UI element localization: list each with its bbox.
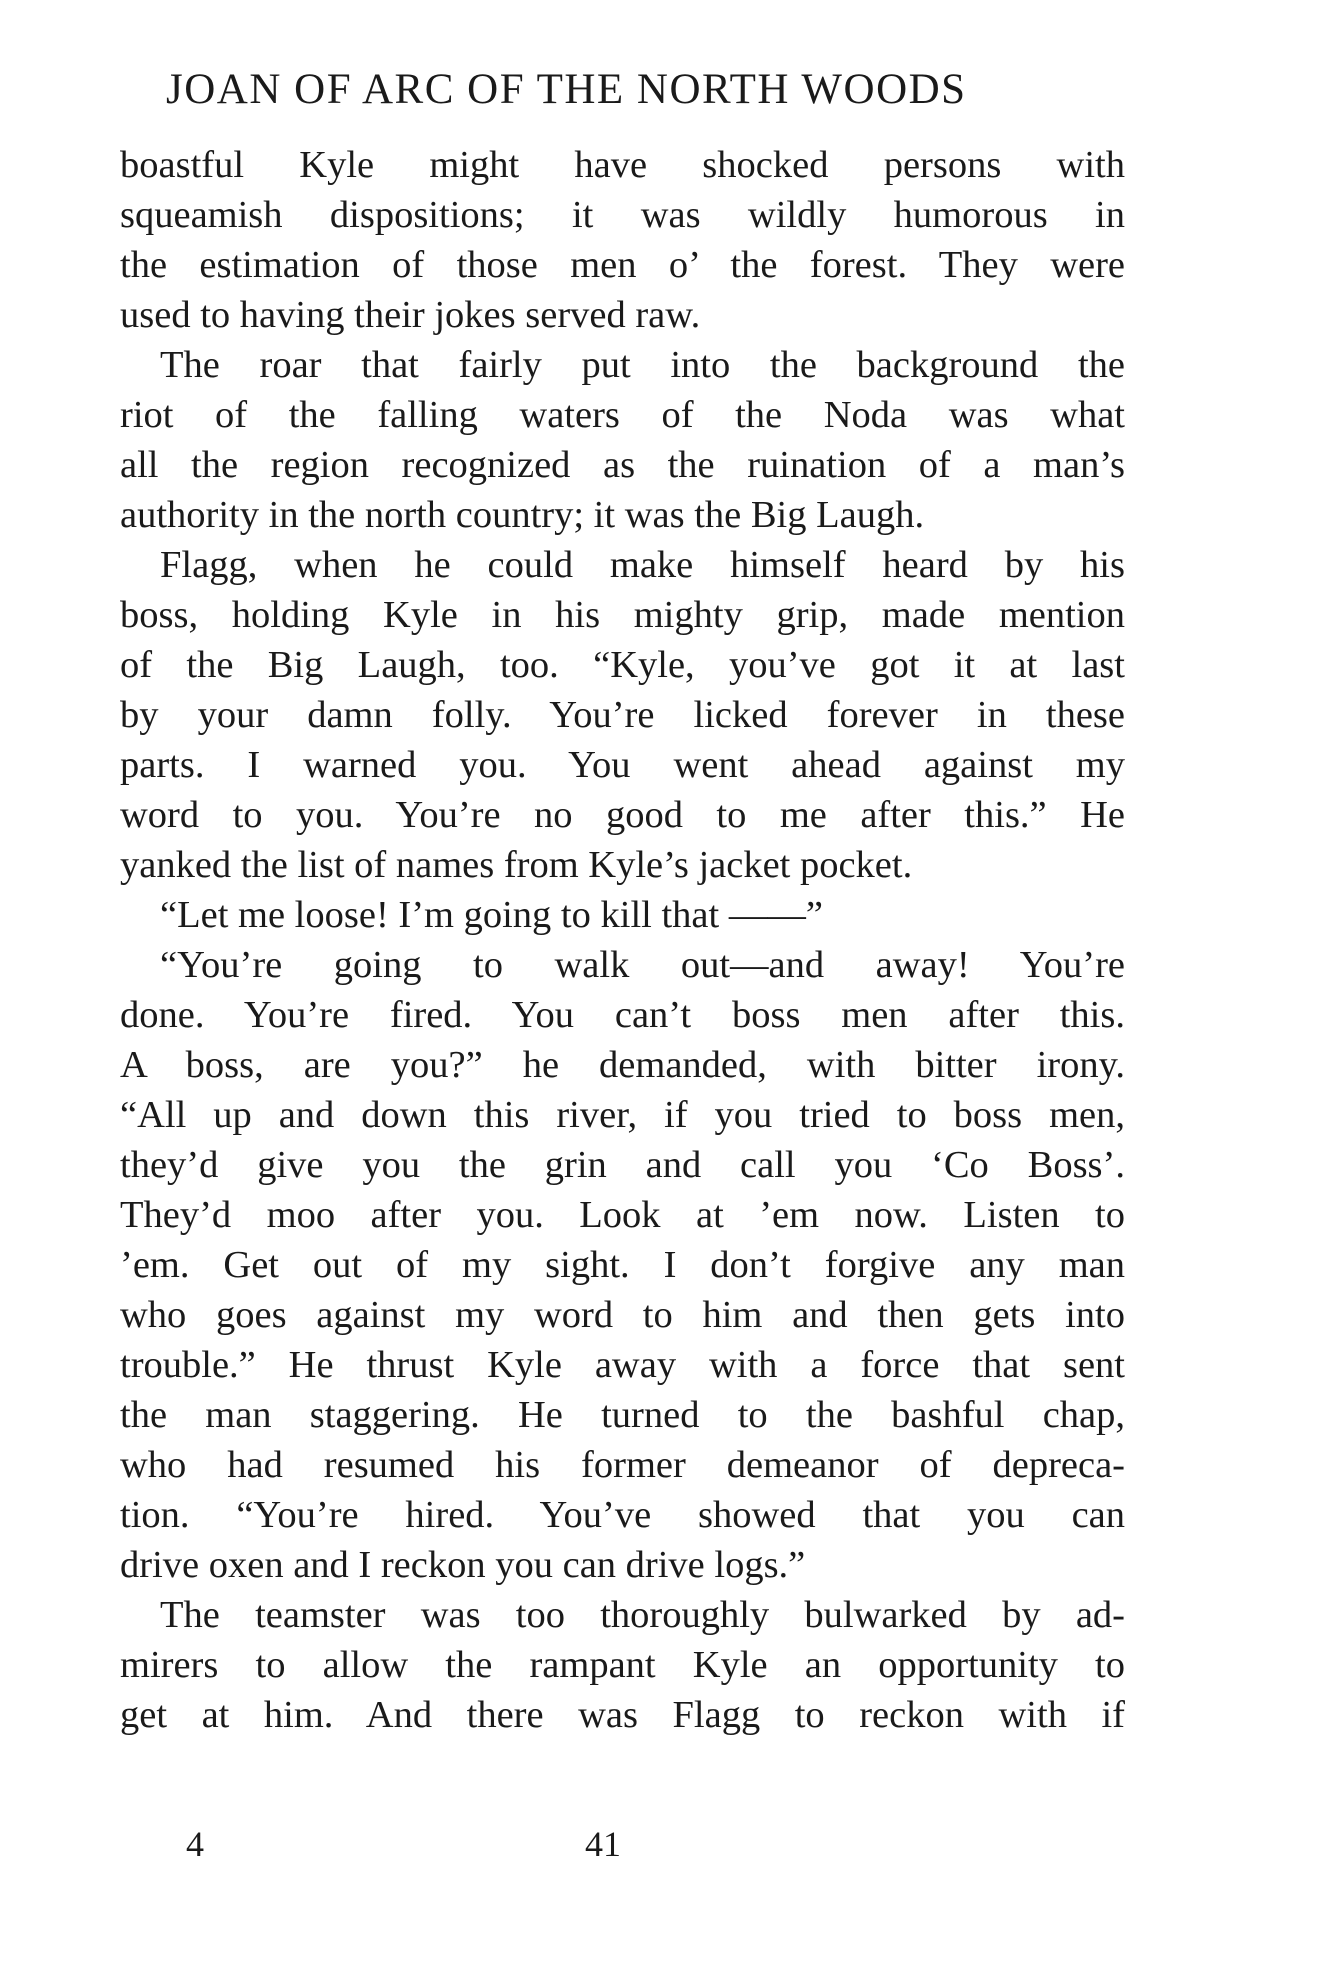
text-line: parts. I warned you. You went ahead against my [120,744,1125,786]
text-line: boastful Kyle might have shocked persons with [120,144,1125,186]
body-text [120,140,1125,1740]
text-line: authority in the north country; it was the Big Laugh. [120,494,925,536]
text-line: yanked the list of names from Kyle’s jacket pocket. [120,844,913,886]
page-number: 41 [585,1824,621,1864]
text-line: A boss, are you?” he demanded, with bitter irony. [120,1044,1125,1086]
text-line: boss, holding Kyle in his mighty grip, made mention [120,594,1125,636]
text-line: ’em. Get out of my sight. I don’t forgive any man [120,1244,1125,1286]
text-line: trouble.” He thrust Kyle away with a force that sent [120,1344,1125,1386]
text-line: by your damn folly. You’re licked forever in these [120,694,1125,736]
text-line: “Let me loose! I’m going to kill that ——” [160,894,823,936]
text-line: They’d moo after you. Look at ’em now. Listen to [120,1194,1125,1236]
text-line: mirers to allow the rampant Kyle an opportunity to [120,1644,1125,1686]
text-line: The roar that fairly put into the background the [160,344,1125,386]
text-line: tion. “You’re hired. You’ve showed that you can [120,1494,1125,1536]
text-line: Flagg, when he could make himself heard by his [160,544,1125,586]
text-line: word to you. You’re no good to me after this.” He [120,794,1125,836]
text-line: who goes against my word to him and then gets into [120,1294,1125,1336]
text-line: the estimation of those men o’ the forest. They were [120,244,1125,286]
text-line: squeamish dispositions; it was wildly humorous in [120,194,1125,236]
text-line: The teamster was too thoroughly bulwarked by ad- [160,1594,1125,1636]
text-line: done. You’re fired. You can’t boss men after this. [120,994,1125,1036]
text-line: who had resumed his former demeanor of depreca- [120,1444,1125,1486]
text-line: the man staggering. He turned to the bashful chap, [120,1394,1125,1436]
text-line: used to having their jokes served raw. [120,294,701,336]
text-line: all the region recognized as the ruination of a man’s [120,444,1125,486]
running-head: JOAN OF ARC OF THE NORTH WOODS [166,66,967,113]
text-line: of the Big Laugh, too. “Kyle, you’ve got it at last [120,644,1125,686]
text-line: riot of the falling waters of the Noda was what [120,394,1125,436]
text-line: they’d give you the grin and call you ‘Co Boss’. [120,1144,1125,1186]
text-line: drive oxen and I reckon you can drive logs.” [120,1544,806,1586]
text-line: “You’re going to walk out—and away! You’re [160,944,1125,986]
text-line: get at him. And there was Flagg to reckon with if [120,1694,1125,1736]
signature-mark: 4 [186,1824,204,1864]
text-line: “All up and down this river, if you tried to boss men, [120,1094,1125,1136]
